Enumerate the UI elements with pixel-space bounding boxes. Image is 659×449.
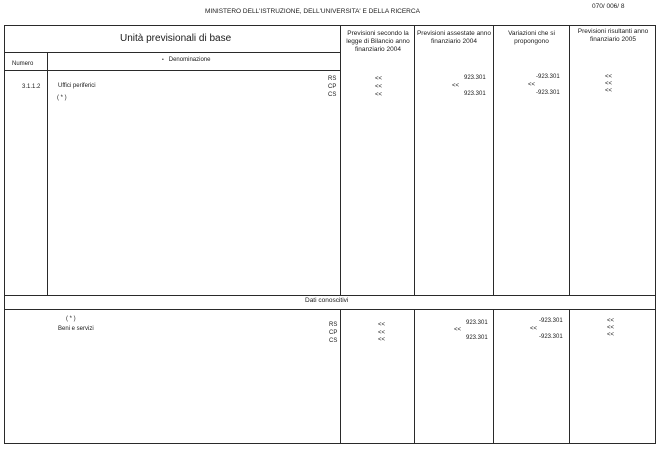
ministry-title: MINISTERO DELL'ISTRUZIONE, DELL'UNIVERSITA' E DELLA RICERCA	[205, 8, 420, 15]
upb-note: ( * )	[57, 95, 67, 101]
col4-header: Previsioni risultanti anno finanziario 2005	[577, 28, 649, 44]
upb-header: Unità previsionali di base	[120, 33, 232, 44]
detail-col1-cs: <<	[378, 337, 386, 343]
denominazione-header: • Denominazione	[162, 57, 211, 63]
upb-col2-cp: <<	[452, 83, 460, 89]
detail-col2-rs: 923.301	[466, 320, 488, 326]
detail-col3-rs: -923.301	[539, 318, 563, 324]
upb-col1-rs: <<	[375, 76, 383, 82]
upb-col3-rs: -923.301	[536, 74, 560, 80]
detail-col4-rs: <<	[607, 318, 615, 324]
bullet-icon: •	[162, 57, 164, 63]
detail-col3-cs: -923.301	[539, 334, 563, 340]
upb-numero: 3.1.1.2	[22, 84, 41, 90]
detail-col1-rs: <<	[378, 322, 386, 328]
upb-col2-rs: 923.301	[464, 75, 486, 81]
upb-col1-cp: <<	[375, 84, 383, 90]
numero-header: Numero	[12, 61, 34, 67]
detail-code-cs: CS	[329, 338, 338, 344]
upb-col4-rs: <<	[605, 74, 613, 80]
upb-col3-cs: -923.301	[536, 90, 560, 96]
upb-code-cp: CP	[328, 84, 337, 90]
detail-col2-cs: 923.301	[466, 335, 488, 341]
page-reference: 070/ 006/ 8	[592, 3, 625, 10]
detail-code-rs: RS	[329, 322, 338, 328]
upb-col4-cs: <<	[605, 88, 613, 94]
detail-note: ( * )	[66, 316, 76, 322]
upb-code-cs: CS	[328, 92, 337, 98]
upb-col3-cp: <<	[528, 82, 536, 88]
detail-col3-cp: <<	[530, 326, 538, 332]
detail-col1-cp: <<	[378, 330, 386, 336]
detail-col2-cp: <<	[454, 327, 462, 333]
detail-denominazione: Beni e servizi	[58, 326, 94, 332]
col1-header: Previsioni secondo la legge di Bilancio anno finanziario 2004	[346, 30, 410, 54]
upb-col2-cs: 923.301	[464, 91, 486, 97]
col3-header: Variazioni che si propongono	[508, 30, 555, 46]
detail-code-cp: CP	[329, 330, 338, 336]
section-title: Dati conoscitivi	[305, 297, 349, 304]
upb-code-rs: RS	[328, 76, 337, 82]
detail-col4-cs: <<	[607, 332, 615, 338]
upb-col4-cp: <<	[605, 81, 613, 87]
detail-col4-cp: <<	[607, 325, 615, 331]
upb-denominazione: Uffici periferici	[58, 83, 96, 89]
upb-col1-cs: <<	[375, 92, 383, 98]
col2-header: Previsioni assestate anno finanziario 2004	[416, 30, 492, 46]
